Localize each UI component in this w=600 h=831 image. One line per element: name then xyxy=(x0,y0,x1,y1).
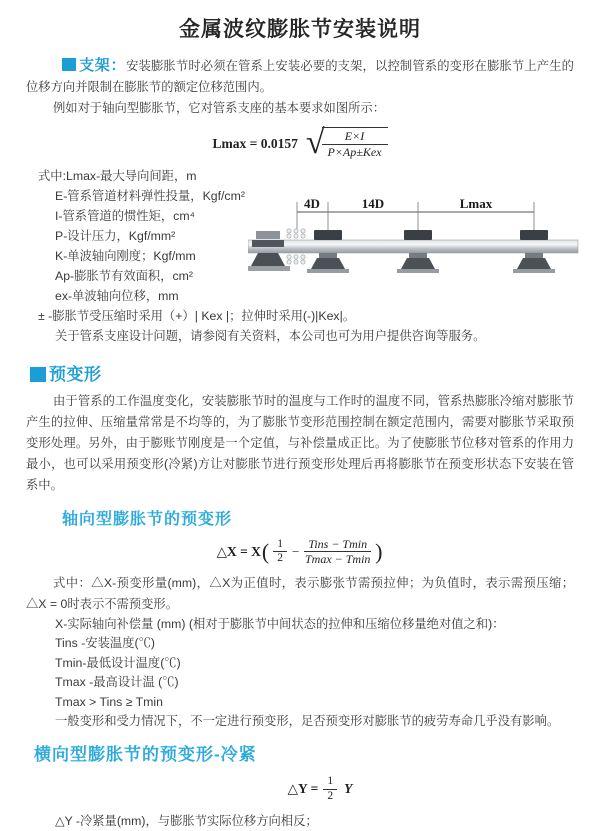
support-intro-text: 安装膨胀节时必须在管系上安装必要的支架，以控制管系的变形在膨胀节上产生的位移方向并限制在膨胀节的额定位移范围内。 xyxy=(26,59,574,94)
fraction-numerator: 1 xyxy=(273,538,287,553)
definition-item: K-单波轴向刚度；Kgf/mm xyxy=(55,249,196,263)
page-title: 金属波纹膨胀节安装说明 xyxy=(179,18,421,41)
lmax-formula-numerator: E×I xyxy=(322,128,388,145)
service-note: 关于管系支座设计问题，请参阅有关资料，本公司也可为用户提供咨询等服务。 xyxy=(55,329,486,343)
lmax-formula xyxy=(0,124,600,162)
one-half-fraction xyxy=(323,775,337,804)
section-heading-support: 支架： xyxy=(79,57,127,74)
section-bullet-icon xyxy=(30,367,46,382)
definition-item: P-设计压力，Kgf/mm² xyxy=(55,229,176,243)
plusminus-note: ± -膨胀节受压缩时采用（+）| Kex |；拉伸时采用(-)|Kex|。 xyxy=(38,309,356,323)
axial-line: X-实际轴向补偿量 (mm) (相对于膨胀节中间状态的拉伸和压缩位移量绝对值之和)： xyxy=(55,616,505,631)
preform-heading-text: 预变形 xyxy=(49,365,102,384)
axial-line: Tins -安装温度(℃) xyxy=(55,636,155,651)
subheading-lateral-preform: 横向型膨胀节的预变形-冷紧 xyxy=(34,744,257,764)
right-paren: ) xyxy=(375,538,383,564)
diagram-svg xyxy=(248,196,596,296)
pipe xyxy=(248,240,578,253)
fraction-numerator: 1 xyxy=(323,775,337,790)
axial-line: Tmax > Tins ≥ Tmin xyxy=(55,694,163,709)
definitions-and-diagram xyxy=(0,166,600,346)
where-line: 式中:Lmax-最大导向间距，m xyxy=(38,169,197,183)
lmax-formula-denominator: P×Ap±Kex xyxy=(327,145,382,159)
cold-tension-note: △Y -冷紧量(mm)，与膨胀节实际位移方向相反； xyxy=(55,814,318,829)
support-example-line: 例如对于轴向型膨胀节，它对管系支座的基本要求如图所示： xyxy=(53,101,386,115)
dimension-label-lmax: Lmax xyxy=(459,196,493,211)
sqrt-radical xyxy=(305,124,388,162)
axial-line: Tmax -最高设计温 (℃) xyxy=(55,675,179,690)
dimension-label-14d: 14D xyxy=(361,196,385,211)
delta-x-lhs: △X = X xyxy=(216,543,261,559)
minus-operator: − xyxy=(291,543,300,559)
axial-where-paragraph: 式中：△X-预变形量(mm)，△X为正值时，表示膨张节需预拉伸；为负值时，表示需预压缩；△X = 0时表示不需预变形。 xyxy=(26,575,574,611)
sqrt-sign: √ xyxy=(305,124,325,162)
section-heading-preform xyxy=(30,360,600,385)
definition-item: Ap-膨胀节有效面积，cm² xyxy=(55,269,193,283)
support-paragraph xyxy=(26,55,574,98)
delta-y-lhs: △Y = xyxy=(287,781,319,797)
axial-line: Tmin-最低设计温度(℃) xyxy=(55,655,181,670)
delta-x-formula xyxy=(0,537,600,567)
axial-line-list xyxy=(0,615,600,732)
lmax-formula-lhs: Lmax = 0.0157 xyxy=(212,135,298,151)
left-paren: ( xyxy=(261,538,270,564)
fraction-denominator: 2 xyxy=(327,789,334,802)
delta-y-rhs: Y xyxy=(344,781,353,797)
definition-item: I-管系管道的惯性矩，cm⁴ xyxy=(55,209,195,223)
sqrt-radicand xyxy=(322,127,388,160)
fraction-denominator: 2 xyxy=(277,552,283,565)
axial-line: 一般变形和受力情况下，不一定进行预变形，足否预变形对膨胀节的疲劳寿命几乎没有影响。 xyxy=(55,714,560,729)
dimension-label-4d: 4D xyxy=(304,196,320,211)
one-half-fraction xyxy=(273,538,287,567)
temperature-fraction xyxy=(304,537,371,567)
fraction-numerator: Tins − Tmin xyxy=(304,537,371,552)
definition-item: ex-单波轴向位移，mm xyxy=(55,289,179,303)
section-bullet-icon xyxy=(62,58,76,71)
definition-item: E-管系管道材料弹性投量，Kgf/cm² xyxy=(55,189,245,203)
support-spacing-diagram xyxy=(248,196,596,296)
subheading-axial-preform: 轴向型膨胀节的预变形 xyxy=(62,511,233,528)
preform-paragraph: 由于管系的工作温度变化，安装膨胀节时的温度与工作时的温度不同，管系热膨胀冷缩对膨胀节产生的拉伸、压缩量常常是不均等的，为了膨胀节变形范围控制在额定范围内，需要对膨胀节采取预变形处理。另外，由于膨账节刚度是一个定值，与补偿量成正比。为了使膨胀节位移对管系的作用力最小，也可以采用预变形(冷紧)方让对膨胀节进行预变形处理后再将膨胀节在预变形状态下安装在管系中。 xyxy=(26,394,574,492)
fraction-denominator: Tmax − Tmin xyxy=(304,552,371,567)
delta-y-formula xyxy=(40,775,600,804)
